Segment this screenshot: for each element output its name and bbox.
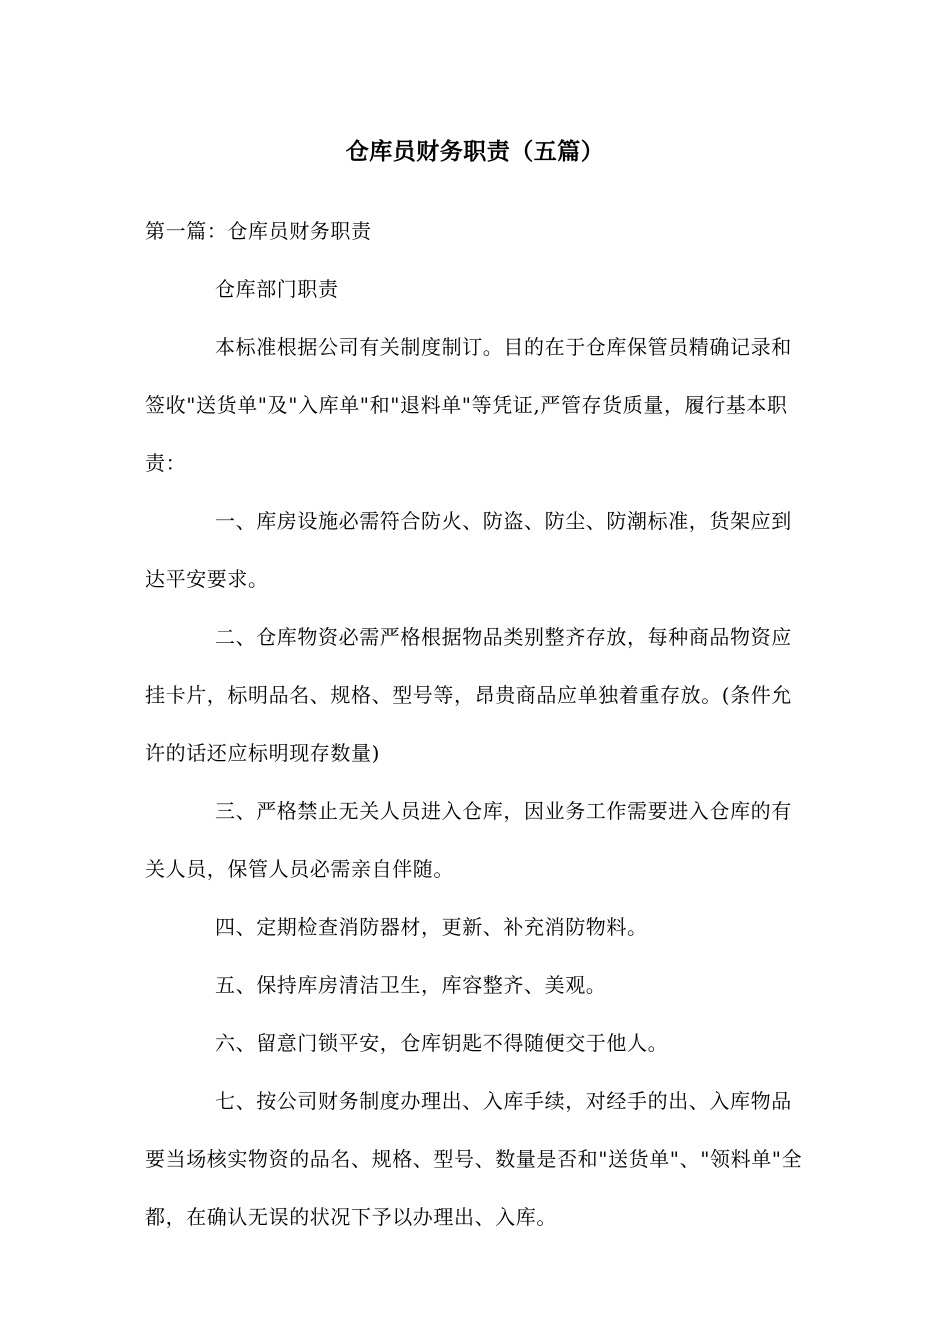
document-title: 仓库员财务职责（五篇） (345, 138, 605, 165)
duty-item-5: 五、保持库房清洁卫生，库容整齐、美观。 (215, 973, 607, 997)
intro-paragraph: 本标准根据公司有关制度制订。目的在于仓库保管员精确记录和签收"送货单"及"入库单"和"退料单"等凭证,严管存货质量，履行基本职责： (145, 335, 792, 475)
sub-heading: 仓库部门职责 (215, 277, 339, 301)
duty-item-3: 三、严格禁止无关人员进入仓库，因业务工作需要进入仓库的有关人员，保管人员必需亲自伴随。 (145, 799, 792, 881)
document-body (145, 202, 810, 1246)
duty-item-2: 二、仓库物资必需严格根据物品类别整齐存放，每种商品物资应挂卡片，标明品名、规格、型号等，昂贵商品应单独着重存放。(条件允许的话还应标明现存数量) (145, 625, 793, 765)
duty-item-6: 六、留意门锁平安，仓库钥匙不得随便交于他人。 (215, 1031, 669, 1055)
duty-item-7: 七、按公司财务制度办理出、入库手续，对经手的出、入库物品要当场核实物资的品名、规格、型号、数量是否和"送货单"、"领料单"全都，在确认无误的状况下予以办理出、入库。 (145, 1089, 803, 1229)
duty-item-1: 一、库房设施必需符合防火、防盗、防尘、防潮标准，货架应到达平安要求。 (145, 509, 792, 591)
duty-item-4: 四、定期检查消防器材，更新、补充消防物料。 (215, 915, 648, 939)
section-heading: 第一篇：仓库员财务职责 (145, 219, 372, 243)
